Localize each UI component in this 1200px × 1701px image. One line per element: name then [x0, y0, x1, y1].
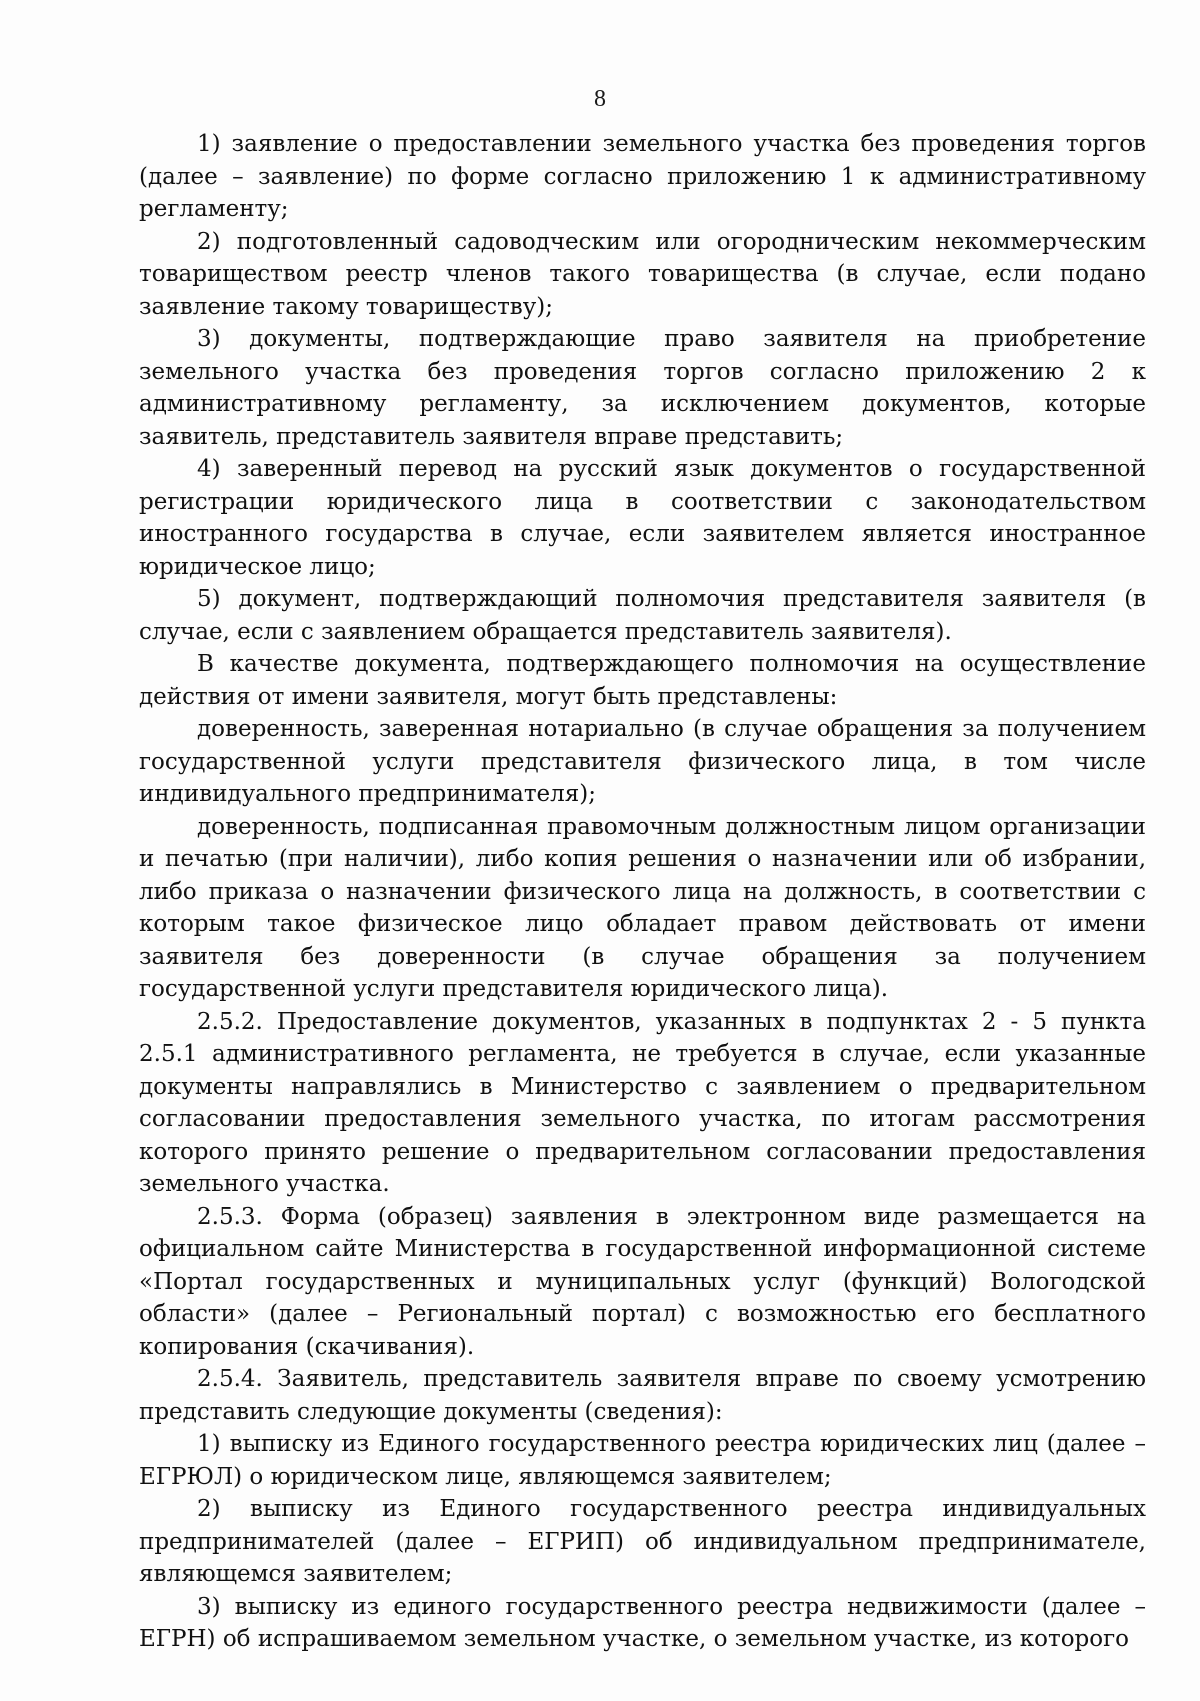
paragraph-proxy-intro: В качестве документа, подтверждающего полномочия на осуществление действия от имени заявителя, могут быть представлены: [139, 651, 1146, 710]
paragraph-item-4: 4) заверенный перевод на русский язык документов о государственной регистрации юридического лица в соответствии с законодательством иностранного государства в случае, если заявителем является иностранное юридическое лицо; [139, 456, 1146, 580]
paragraph-item-5: 5) документ, подтверждающий полномочия представителя заявителя (в случае, если с заявлением обращается представитель заявителя). [139, 586, 1146, 645]
paragraph-signed-proxy: доверенность, подписанная правомочным должностным лицом организации и печатью (при наличии), либо копия решения о назначении или об избрании, либо приказа о назначении физического лица на должность, в соответствии с которым такое физическое лицо обладает правом действовать от имени заявителя без доверенности (в случае обращения за получением государственной услуги представителя юридического лица). [139, 813, 1146, 1002]
paragraph-egrip: 2) выписку из Единого государственного реестра индивидуальных предпринимателей (далее – ЕГРИП) об индивидуальном предпринимателе, являющемся заявителем; [139, 1496, 1146, 1587]
document-body [139, 128, 1146, 1656]
paragraph-2-5-3: 2.5.3. Форма (образец) заявления в электронном виде размещается на официальном сайте Министерства в государственной информационной системе «Портал государственных и муниципальных услуг (функций) Вологодской области» (далее – Региональный портал) с возможностью его бесплатного копирования (скачивания). [139, 1203, 1146, 1360]
paragraph-notarized-proxy: доверенность, заверенная нотариально (в случае обращения за получением государственной услуги представителя физического лица, в том числе индивидуального предпринимателя); [139, 716, 1146, 807]
paragraph-egrn: 3) выписку из единого государственного реестра недвижимости (далее – ЕГРН) об испрашиваемом земельном участке, о земельном участке, из которого [139, 1593, 1146, 1652]
paragraph-2-5-4: 2.5.4. Заявитель, представитель заявителя вправе по своему усмотрению представить следующие документы (сведения): [139, 1366, 1146, 1425]
paragraph-item-1: 1) заявление о предоставлении земельного участка без проведения торгов (далее – заявление) по форме согласно приложению 1 к административному регламенту; [139, 131, 1146, 222]
paragraph-2-5-2: 2.5.2. Предоставление документов, указанных в подпунктах 2 - 5 пункта 2.5.1 административного регламента, не требуется в случае, если указанные документы направлялись в Министерство с заявлением о предварительном согласовании предоставления земельного участка, по итогам рассмотрения которого принято решение о предварительном согласовании предоставления земельного участка. [139, 1008, 1146, 1197]
paragraph-item-3: 3) документы, подтверждающие право заявителя на приобретение земельного участка без проведения торгов согласно приложению 2 к административному регламенту, за исключением документов, которые заявитель, представитель заявителя вправе представить; [139, 326, 1146, 450]
page-number: 8 [594, 86, 606, 112]
paragraph-item-2: 2) подготовленный садоводческим или огородническим некоммерческим товариществом реестр членов такого товарищества (в случае, если подано заявление такому товариществу); [139, 228, 1146, 320]
paragraph-egrul: 1) выписку из Единого государственного реестра юридических лиц (далее – ЕГРЮЛ) о юридическом лице, являющемся заявителем; [139, 1431, 1146, 1490]
